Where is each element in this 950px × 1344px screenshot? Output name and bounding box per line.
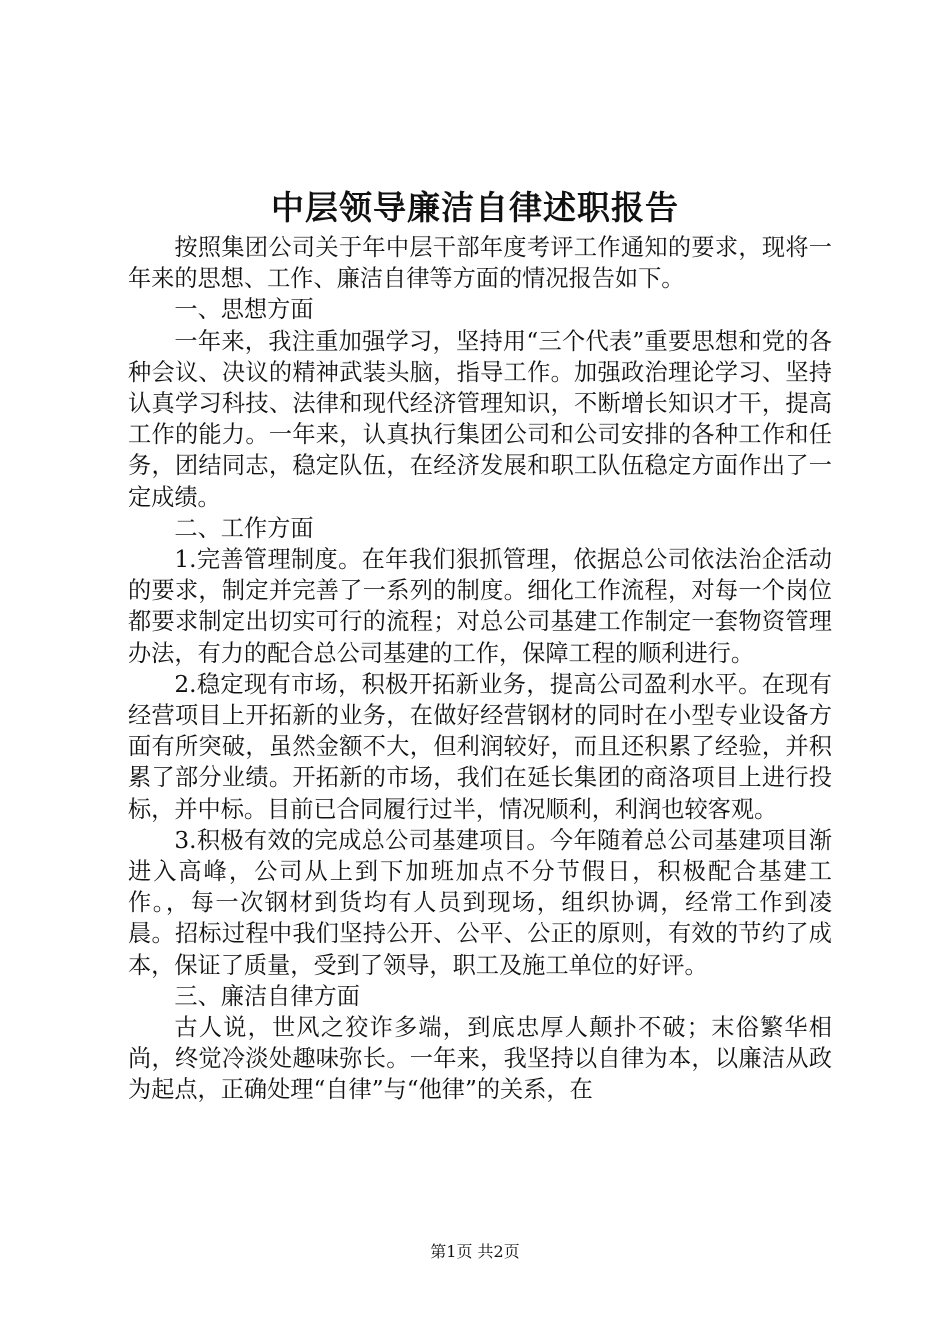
page-number-footer: 第1页 共2页 bbox=[430, 1242, 520, 1261]
document-body bbox=[128, 232, 832, 1106]
integrity-paragraph: 古人说，世风之狡诈多端，到底忠厚人颠扑不破；末俗繁华相尚，终觉冷淡处趣味弥长。一年来，我坚持以自律为本，以廉洁从政为起点，正确处理“自律”与“他律”的关系，在 bbox=[128, 1014, 832, 1104]
work-item-2: 2.稳定现有市场，积极开拓新业务，提高公司盈利水平。在现有经营项目上开拓新的业务，在做好经营钢材的同时在小型专业设备方面有所突破，虽然金额不大，但利润较好，而且还积累了经验，并积累了部分业绩。开拓新的市场，我们在延长集团的商洛项目上进行投标，并中标。目前已合同履行过半，情况顺利，利润也较客观。 bbox=[128, 670, 832, 823]
work-item-1: 1.完善管理制度。在年我们狠抓管理，依据总公司依法治企活动的要求，制定并完善了一系列的制度。细化工作流程，对每一个岗位都要求制定出切实可行的流程；对总公司基建工作制定一套物资管理办法，有力的配合总公司基建的工作，保障工程的顺利进行。 bbox=[128, 546, 832, 667]
document-title: 中层领导廉洁自律述职报告 bbox=[271, 188, 679, 227]
section-heading-thought: 一、思想方面 bbox=[174, 296, 314, 324]
intro-paragraph: 按照集团公司关于年中层干部年度考评工作通知的要求，现将一年来的思想、工作、廉洁自律等方面的情况报告如下。 bbox=[128, 234, 832, 293]
thought-paragraph: 一年来，我注重加强学习，坚持用“三个代表”重要思想和党的各种会议、决议的精神武装头脑，指导工作。加强政治理论学习、坚持认真学习科技、法律和现代经济管理知识，不断增长知识才干，提高工作的能力。一年来，认真执行集团公司和公司安排的各种工作和任务，团结同志，稳定队伍，在经济发展和职工队伍稳定方面作出了一定成绩。 bbox=[128, 327, 832, 511]
work-item-3: 3.积极有效的完成总公司基建项目。今年随着总公司基建项目渐进入高峰，公司从上到下加班加点不分节假日，积极配合基建工作。，每一次钢材到货均有人员到现场，组织协调，经常工作到凌晨。招标过程中我们坚持公开、公平、公正的原则，有效的节约了成本，保证了质量，受到了领导，职工及施工单位的好评。 bbox=[128, 826, 832, 979]
section-heading-work: 二、工作方面 bbox=[174, 514, 314, 542]
section-heading-integrity: 三、廉洁自律方面 bbox=[174, 982, 360, 1010]
